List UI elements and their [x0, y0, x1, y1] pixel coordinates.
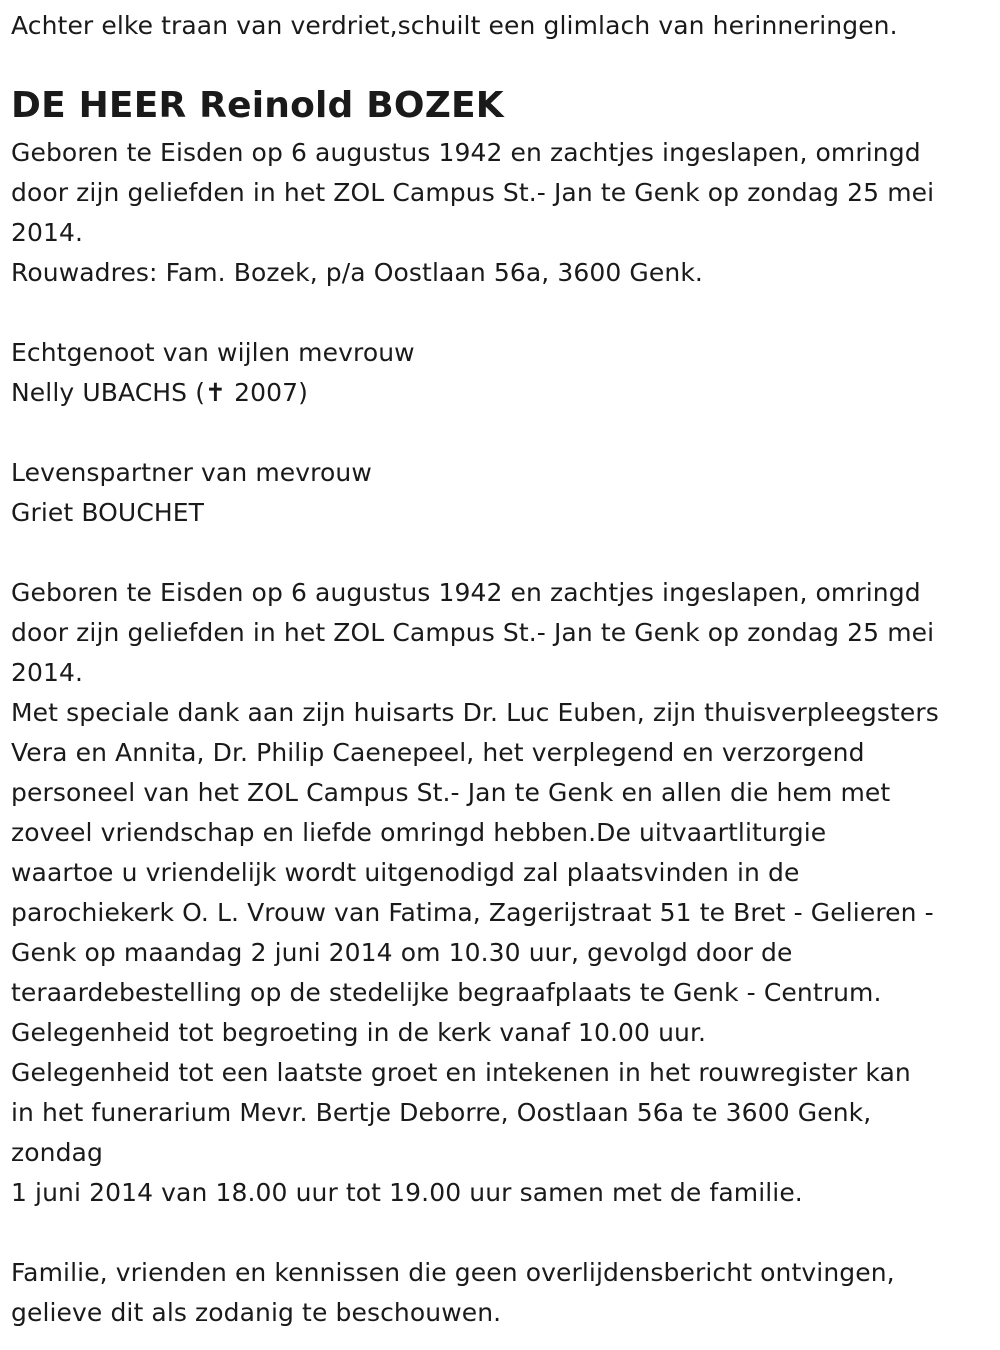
- details-line: 2014.: [11, 658, 84, 687]
- partner-label: Levenspartner van mevrouw: [11, 458, 372, 487]
- details-line: Geboren te Eisden op 6 augustus 1942 en zachtjes ingeslapen, omringd: [11, 578, 921, 607]
- intro-paragraph: [11, 133, 934, 293]
- details-line: waartoe u vriendelijk wordt uitgenodigd zal plaatsvinden in de: [11, 858, 800, 887]
- opening-quote: Achter elke traan van verdriet,schuilt een glimlach van herinneringen.: [11, 11, 898, 40]
- spouse-section: [11, 333, 415, 413]
- closing-paragraph: [11, 1253, 895, 1333]
- details-line: parochiekerk O. L. Vrouw van Fatima, Zagerijstraat 51 te Bret - Gelieren -: [11, 898, 934, 927]
- intro-line: door zijn geliefden in het ZOL Campus St.- Jan te Genk op zondag 25 mei: [11, 178, 935, 207]
- details-line: in het funerarium Mevr. Bertje Deborre, Oostlaan 56a te 3600 Genk,: [11, 1098, 872, 1127]
- spouse-label: Echtgenoot van wijlen mevrouw: [11, 338, 415, 367]
- details-line: door zijn geliefden in het ZOL Campus St.- Jan te Genk op zondag 25 mei: [11, 618, 935, 647]
- details-line: 1 juni 2014 van 18.00 uur tot 19.00 uur samen met de familie.: [11, 1178, 803, 1207]
- mourning-address: Rouwadres: Fam. Bozek, p/a Oostlaan 56a, 3600 Genk.: [11, 258, 703, 287]
- intro-line: Geboren te Eisden op 6 augustus 1942 en zachtjes ingeslapen, omringd: [11, 138, 921, 167]
- intro-line: 2014.: [11, 218, 84, 247]
- closing-line: Familie, vrienden en kennissen die geen overlijdensbericht ontvingen,: [11, 1258, 895, 1287]
- spouse-name: Nelly UBACHS (✝ 2007): [11, 378, 309, 407]
- partner-name: Griet BOUCHET: [11, 498, 205, 527]
- details-line: zoveel vriendschap en liefde omringd hebben.De uitvaartliturgie: [11, 818, 827, 847]
- closing-line: gelieve dit als zodanig te beschouwen.: [11, 1298, 502, 1327]
- details-paragraph: [11, 573, 939, 1213]
- details-line: Met speciale dank aan zijn huisarts Dr. Luc Euben, zijn thuisverpleegsters: [11, 698, 939, 727]
- details-line: zondag: [11, 1138, 103, 1167]
- details-line: teraardebestelling op de stedelijke begraafplaats te Genk - Centrum.: [11, 978, 882, 1007]
- details-line: Vera en Annita, Dr. Philip Caenepeel, het verplegend en verzorgend: [11, 738, 865, 767]
- details-line: Genk op maandag 2 juni 2014 om 10.30 uur, gevolgd door de: [11, 938, 793, 967]
- partner-section: [11, 453, 372, 533]
- details-line: personeel van het ZOL Campus St.- Jan te Genk en allen die hem met: [11, 778, 891, 807]
- details-line: Gelegenheid tot begroeting in de kerk vanaf 10.00 uur.: [11, 1018, 707, 1047]
- details-line: Gelegenheid tot een laatste groet en intekenen in het rouwregister kan: [11, 1058, 911, 1087]
- deceased-name-heading: DE HEER Reinold BOZEK: [11, 85, 504, 126]
